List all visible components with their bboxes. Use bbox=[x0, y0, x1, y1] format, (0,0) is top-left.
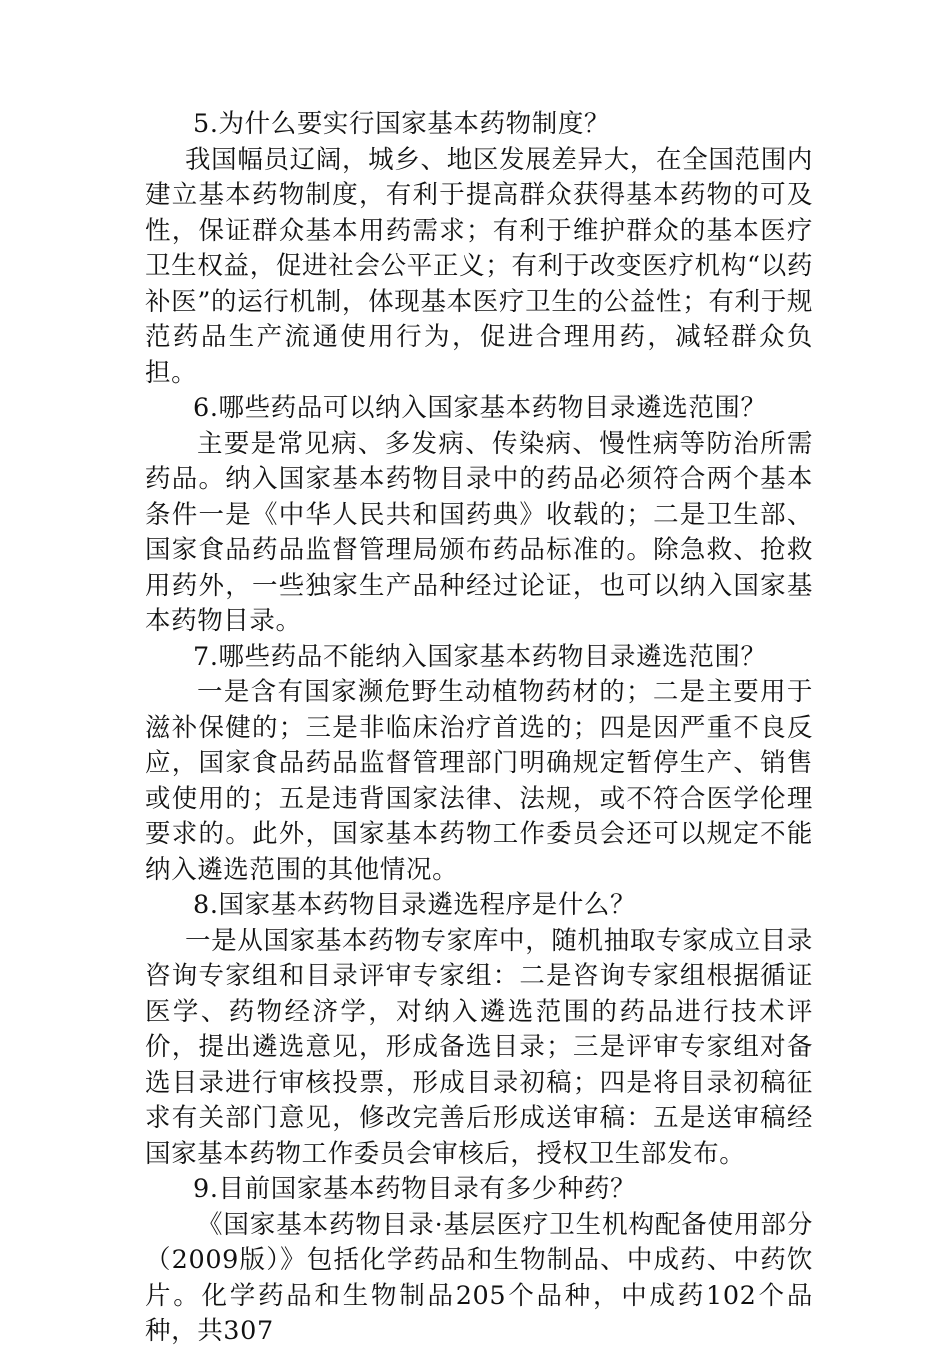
question-6: 6.哪些药品可以纳入国家基本药物目录遴选范围？ bbox=[193, 393, 767, 423]
answer-9: 《国家基本药物目录·基层医疗卫生机构配备使用部分（2009版）》包括化学药品和生物制品、中成药、中药饮片。化学药品和生物制品205个品种，中成药102个品种，共307 bbox=[145, 1209, 813, 1346]
answer-8: 一是从国家基本药物专家库中，随机抽取专家成立目录咨询专家组和目录评审专家组：二是咨询专家组根据循证医学、药物经济学，对纳入遴选范围的药品进行技术评价，提出遴选意见，形成备选目录；三是评审专家组对备选目录进行审核投票，形成目录初稿；四是将目录初稿征求有关部门意见，修改完善后形成送审稿：五是送审稿经国家基本药物工作委员会审核后，授权卫生部发布。 bbox=[145, 925, 813, 1169]
question-8: 8.国家基本药物目录遴选程序是什么？ bbox=[193, 890, 637, 920]
answer-5: 我国幅员辽阔，城乡、地区发展差异大，在全国范围内建立基本药物制度，有利于提高群众获得基本药物的可及性，保证群众基本用药需求；有利于维护群众的基本医疗卫生权益，促进社会公平正义；有利于改变医疗机构“以药补医”的运行机制，体现基本医疗卫生的公益性；有利于规范药品生产流通使用行为，促进合理用药，减轻群众负担。 bbox=[145, 144, 813, 388]
question-5: 5.为什么要实行国家基本药物制度？ bbox=[193, 109, 611, 139]
answer-7: 一是含有国家濒危野生动植物药材的；二是主要用于滋补保健的；三是非临床治疗首选的；四是因严重不良反应，国家食品药品监督管理部门明确规定暂停生产、销售或使用的；五是违背国家法律、法规，或不符合医学伦理要求的。此外，国家基本药物工作委员会还可以规定不能纳入遴选范围的其他情况。 bbox=[145, 677, 813, 885]
answer-6: 主要是常见病、多发病、传染病、慢性病等防治所需药品。纳入国家基本药物目录中的药品必须符合两个基本条件一是《中华人民共和国药典》收载的；二是卫生部、国家食品药品监督管理局颁布药品标准的。除急救、抢救用药外，一些独家生产品种经过论证，也可以纳入国家基本药物目录。 bbox=[145, 428, 813, 636]
question-9: 9.目前国家基本药物目录有多少种药？ bbox=[193, 1174, 637, 1204]
question-7: 7.哪些药品不能纳入国家基本药物目录遴选范围？ bbox=[193, 641, 767, 672]
document-page bbox=[145, 107, 813, 1350]
